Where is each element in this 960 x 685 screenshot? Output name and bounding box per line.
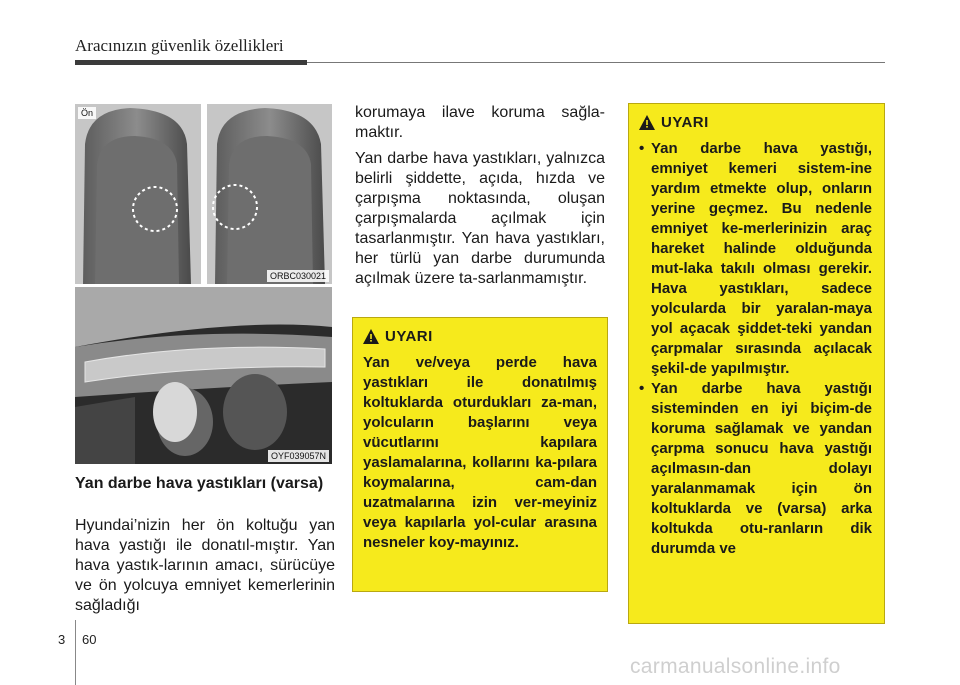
warning-header xyxy=(363,328,597,345)
warning-header xyxy=(639,114,872,131)
page-header-title: Aracınızın güvenlik özellikleri xyxy=(75,36,284,55)
middle-column xyxy=(355,103,605,295)
figure-front-label: Ön xyxy=(78,107,96,119)
warning-list-item: • Yan darbe hava yastığı, emniyet kemeri sistem-ine yardım etmekte olup, onların yerine geçmez. Bu nedenle emniyet ke-merlerinizin araç hareket halinde olduğunda mut-laka takılı olması gerekir. Hava yastıkları, sadece yolcularda bir yaralan-maya yol açacak şiddet-teki yandan çarpmalar sırasında açılacak şekil-de yapılmıştır. xyxy=(639,139,872,379)
figure-airbag-deployment xyxy=(75,287,332,464)
warning-list-item: • Yan darbe hava yastığı sisteminden en iyi biçim-de koruma sağlamak ve yandan çarpma sonucu hava yastığı açılmasın-dan dolayı yaralanmamak için ön koltuklarda ve (varsa) arka koltukda otu-ranların dik durumda ve xyxy=(639,379,872,559)
body-paragraph: Yan darbe hava yastıkları, yalnızca belirli şiddette, açıda, hızda ve çarpışma noktasında, oluşan çarpışmalarda açılmak için tasarlanmıştır. Yan hava yastıkları, her türlü yan darbe durumunda açılmak üzere ta-sarlanmamıştır. xyxy=(355,150,605,287)
body-paragraph: korumaya ilave koruma sağla-maktır. xyxy=(355,104,605,141)
chapter-number: 3 xyxy=(58,632,66,647)
seat-illustration xyxy=(75,104,332,284)
figure-code: ORBC030021 xyxy=(267,270,329,282)
page-number: 60 xyxy=(82,632,97,647)
warning-title: UYARI xyxy=(385,328,433,345)
body-paragraph: Hyundai’nizin her ön koltuğu yan hava yastığı ile donatıl-mıştır. Yan hava yastık-larının amacı, sürücüye ve ön yolcuya emniyet kemerlerinin sağladığı xyxy=(75,517,335,614)
figure-front-seats xyxy=(75,104,332,284)
warning-triangle-icon xyxy=(639,115,655,130)
warning-title: UYARI xyxy=(661,114,709,131)
warning-box xyxy=(628,103,885,624)
warning-box xyxy=(352,317,608,592)
watermark: carmanualsonline.info xyxy=(630,655,841,678)
warning-text: Yan ve/veya perde hava yastıkları ile donatılmış koltuklarda oturdukları za-man, yolcuların başlarını veya vücutlarını kapılara yaslamalarına, kollarını ka-pılara koymalarına, cam-dan uzatmalarına izin ver-meyiniz veya kapılarla yol-cular arasına nesneler koy-mayınız. xyxy=(363,354,597,551)
header-rule-thin xyxy=(307,62,885,63)
warning-list xyxy=(639,139,872,559)
section-heading: Yan darbe hava yastıkları (varsa) xyxy=(75,475,324,492)
airbag-illustration xyxy=(75,287,332,464)
figure-code: OYF039057N xyxy=(268,450,329,462)
footer-divider xyxy=(75,620,76,685)
header-rule-thick xyxy=(75,60,307,65)
warning-triangle-icon xyxy=(363,329,379,344)
